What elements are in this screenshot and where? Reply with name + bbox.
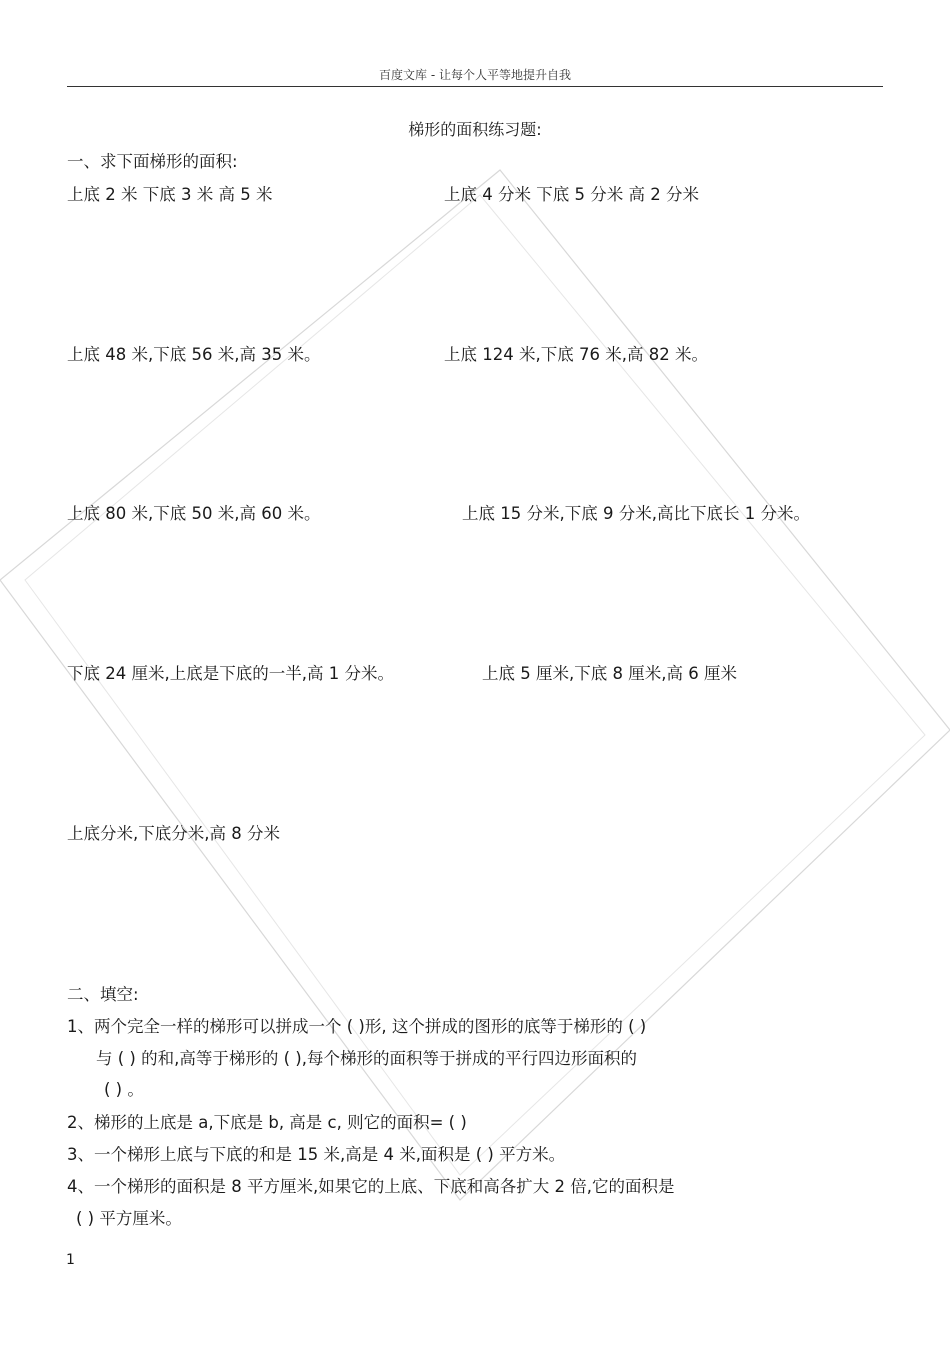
fill-q1-line3: ( ) 。 <box>104 1080 144 1099</box>
problem-8: 上底 5 厘米,下底 8 厘米,高 6 厘米 <box>482 664 737 683</box>
problem-5: 上底 80 米,下底 50 米,高 60 米。 <box>67 504 321 523</box>
problem-9: 上底分米,下底分米,高 8 分米 <box>67 824 280 843</box>
problem-6: 上底 15 分米,下底 9 分米,高比下底长 1 分米。 <box>462 504 810 523</box>
header-text: 百度文库 - 让每个人平等地提升自我 <box>379 68 571 82</box>
section2-heading: 二、填空: <box>67 985 139 1004</box>
page-title: 梯形的面积练习题: <box>408 120 542 139</box>
problem-7: 下底 24 厘米,上底是下底的一半,高 1 分米。 <box>67 664 394 683</box>
fill-q1-line2: 与 ( ) 的和,高等于梯形的 ( ),每个梯形的面积等于拼成的平行四边形面积的 <box>96 1049 637 1068</box>
problem-1: 上底 2 米 下底 3 米 高 5 米 <box>67 185 273 204</box>
fill-q4-line1: 4、一个梯形的面积是 8 平方厘米,如果它的上底、下底和高各扩大 2 倍,它的面积是 <box>67 1177 675 1196</box>
section1-heading: 一、求下面梯形的面积: <box>67 152 238 171</box>
problem-4: 上底 124 米,下底 76 米,高 82 米。 <box>444 345 708 364</box>
page-number: 1 <box>66 1252 75 1268</box>
fill-q4-line2: ( ) 平方厘米。 <box>76 1209 182 1228</box>
fill-q2: 2、梯形的上底是 a,下底是 b, 高是 c, 则它的面积= ( ) <box>67 1113 467 1132</box>
problem-3: 上底 48 米,下底 56 米,高 35 米。 <box>67 345 321 364</box>
header-divider <box>67 86 883 87</box>
fill-q1-line1: 1、两个完全一样的梯形可以拼成一个 ( )形, 这个拼成的图形的底等于梯形的 ( ) <box>67 1017 647 1036</box>
problem-2: 上底 4 分米 下底 5 分米 高 2 分米 <box>444 185 699 204</box>
fill-q3: 3、一个梯形上底与下底的和是 15 米,高是 4 米,面积是 ( ) 平方米。 <box>67 1145 566 1164</box>
